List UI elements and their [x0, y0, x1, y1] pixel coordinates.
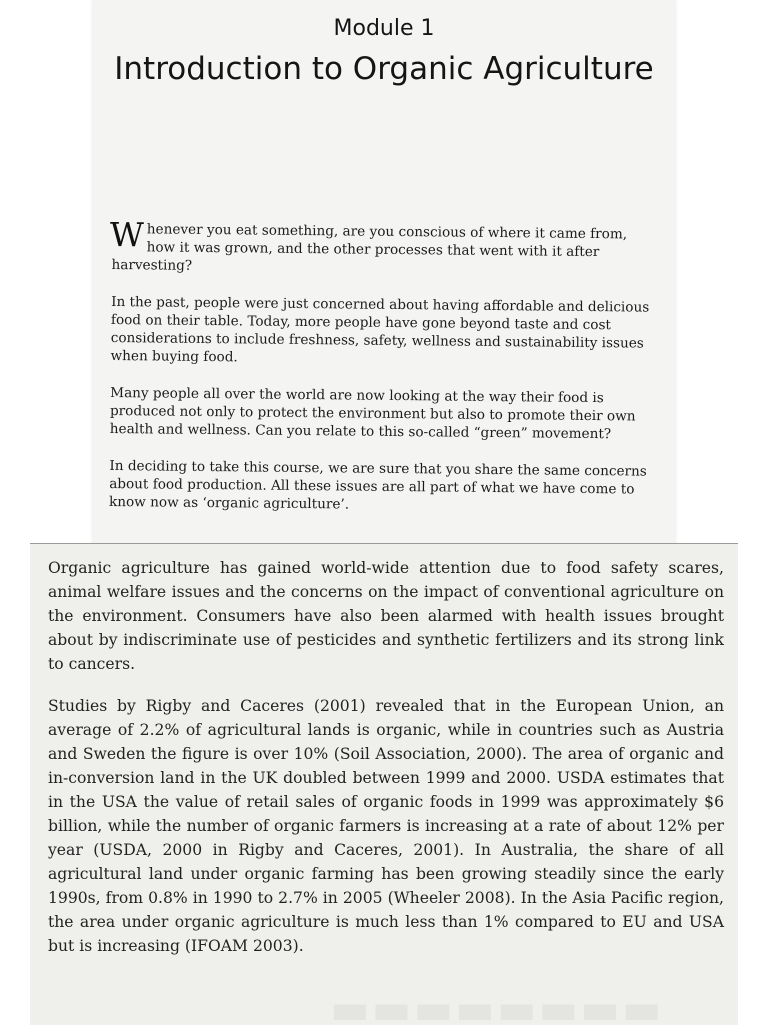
lower-page	[30, 543, 738, 1025]
intro-paragraph-1	[109, 214, 654, 280]
intro-paragraph-4: In deciding to take this course, we are sure that you share the same concerns about food production. All these issues are all part of what we have come to know now as ‘organic agriculture’.	[108, 457, 647, 513]
body-paragraph-1: Organic agriculture has gained world-wide attention due to food safety scares, animal welfare issues and the concerns on the impact of conventional agriculture on the environment. Consumers have also been alarmed with health issues brought about by indiscriminate use of pesticides and synthetic fertilizers and its strong link to cancers.	[48, 559, 724, 673]
body-paragraph-2: Studies by Rigby and Caceres (2001) revealed that in the European Union, an average of 2.2% of agricultural lands is organic, while in countries such as Austria and Sweden the figure is over 10% (Soil Association, 2000). The area of organic and in-conversion land in the UK doubled between 1999 and 2000. USDA estimates that in the USA the value of retail sales of organic foods in 1999 was approximately $6 billion, while the number of organic farmers is increasing at a rate of about 12% per year (USDA, 2000 in Rigby and Caceres, 2001). In Australia, the share of all agricultural land under organic farming has been growing steadily since the early 1990s, from 0.8% in 1990 to 2.7% in 2005 (Wheeler 2008). In the Asia Pacific region, the area under organic agriculture is much less than 1% compared to EU and USA but is increasing (IFOAM 2003).	[48, 697, 724, 955]
module-label: Module 1	[333, 16, 435, 41]
intro-paragraph-2: In the past, people were just concerned about having affordable and delicious food on their table. Today, more people have gone beyond taste and cost considerations to include freshness, safety, wellness and sustainability issues when buying food.	[110, 293, 650, 366]
intro-paragraph-1-text: henever you eat something, are you conscious of where it came from, how it was grown, and the other processes that went with it after harvesting?	[111, 221, 628, 274]
upper-page	[92, 0, 676, 545]
show-through-shadow	[330, 984, 663, 1033]
page-title: Introduction to Organic Agriculture	[114, 51, 654, 87]
intro-section	[108, 214, 654, 536]
body-section	[48, 556, 724, 976]
drop-cap: W	[109, 214, 144, 255]
intro-paragraph-3: Many people all over the world are now looking at the way their food is produced not only to protect the environment but also to promote their own health and wellness. Can you relate to this so-called “green” movement?	[109, 384, 636, 443]
